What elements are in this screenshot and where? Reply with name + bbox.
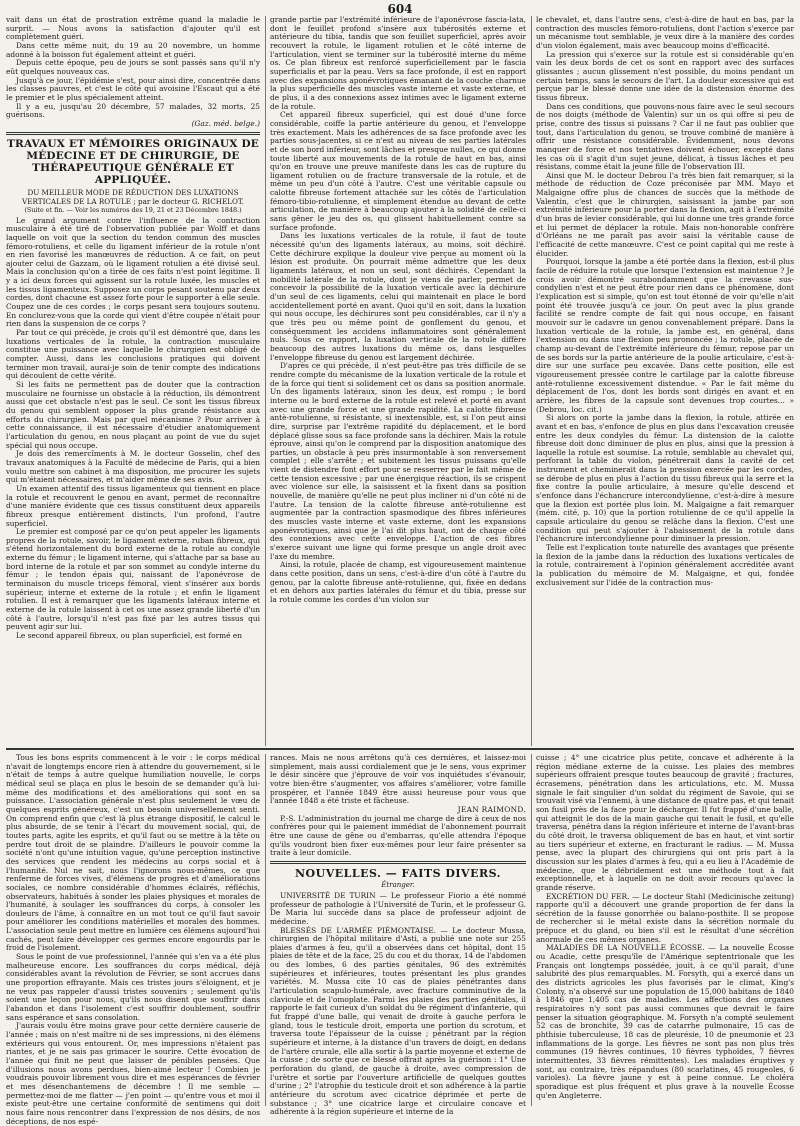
paragraph: Le grand argument contre l'influence de la contraction musculaire à été tiré de l'observation publiée par Wolff et dans laquelle on voit que la section du tendon commun des muscles fémoro-rotuliens, et celle du ligament inférieur de la rotule n'ont en rien favorisé les manœuvres de réduction. A ce fait, on peut ajouter celui de Gazzam, où le ligament rotulien a été divisé seul. Mais la conclusion qu'on a tirée de ces faits n'est point légitime. Il y a ici deux forces qui agissent sur la rotule luxée, les muscles et les tissus ligamenteux. Supposez un corps pesant soutenu par deux cordes, dont chacune est assez forte pour le supporter à elle seule. Coupez une de ces cordes ; le corps pesant sera toujours soutenu. En conclurez-vous que la corde qui vient d'être coupée n'était pour rien dans la suspension de ce corps ? [6, 215, 260, 329]
news-heading: NOUVELLES. — FAITS DIVERS. [295, 866, 501, 880]
paragraph: grande partie par l'extrémité inférieure de l'aponévrose fascia-lata, dont le feuillet profond s'insère aux tubérosités externe et antérieure du tibia, tandis que son feuillet superficiel, après avoir recouvert la rotule, le ligament rotulien et le côté interne de l'articulation, vient se terminer sur la tubérosité interne du même os. Ce plan fibreux est renforcé superficiellement par le fascia superficialis et par la peau. Vers sa face profonde, il est en rapport avec des expansions aponévrotiques émanant de la couche charnue la plus superficielle des muscles vaste interne et vaste externe, et de plus, il a des connexions assez intimes avec le ligament externe de la rotule. [270, 15, 526, 111]
paragraph: le chevalet, et, dans l'autre sens, c'est-à-dire de haut en bas, par la contraction des muscles fémoro-rotuliens, dont l'action s'exerce par un mécanisme tout semblable, je veux dire à la manière des cordes d'un violon également, mais avec beaucoup moins d'efficacité. [536, 15, 794, 50]
column-rule [531, 16, 532, 746]
paragraph: Si alors on porte la jambe dans la flexion, la rotule, attirée en avant et en bas, s'enfonce de plus en plus dans l'excavation creusée entre les deux condyles du fémur. La distension de la calotte fibreuse doit donc diminuer de plus en plus, ainsi que la pression à laquelle la rotule est soumise. La rotule, semblable au chevalet qui, perforant la table du violon, pénétrerait dans la cavité de cet instrument et cheminerait dans la pression exercée par les cordes, se dérobe de plus en plus à l'action du tissu fibreux qui la serre et la fixe contre la poulie articulaire, à mesure qu'elle descend et s'enfonce dans l'échancrure intercondylienne, c'est-à-dire à mesure que la flexion est portée plus loin. M. Malgaigne a fait remarquer (mém. cité, p. 10) que la portion rotulienne de ce qu'il appelle la capsule articulaire du genou se relâche dans la flexion. C'est une condition qui peut s'ajouter à l'abaissement de la rotule dans l'échancrure intercondylienne pour diminuer la pression. [536, 413, 794, 544]
paragraph: Dans les luxations verticales de la rotule, il faut de toute nécessité qu'un des ligaments latéraux, au moins, soit déchiré. Cette déchirure explique la douleur vive perçue au moment où la lésion est produite. On pourrait même admettre que les deux ligaments latéraux, et non un seul, sont déchirés. Cependant la mobilité latérale de la rotule, dont je viens de parler, permet de concevoir la possibilité de la luxation verticale avec la déchirure d'un seul de ces ligaments, celui qui maintenait en place le bord accidentellement porté en avant. Quoi qu'il en soit, dans la luxation qui nous occupe, les déchirures sont peu considérables, car il n'y a que très peu ou même point de gonflement du genou, et conséquemment les accidens inflammatoires sont généralement nuls. Sous ce rapport, la luxation verticale de la rotule diffère beaucoup des autres luxations du même os, dans lesquelles l'enveloppe fibreuse du genou est largement déchirée. [270, 231, 526, 362]
news-item: BLESSÉS DE L'ARMÉE PIÉMONTAISE. — Le docteur Mussa, chirurgien de l'hôpital militaire d'Asti, a publié une note sur 255 plaies d'armes à feu, qu'il a observées dans cet hôpital, dont 15 plaies de tête et de la face, 25 du cou et du thorax, 14 de l'abdomen ou des lombes, 6 des parties génitales, 96 des extrémités supérieures et inférieures, toutes présentant les plus grandes variétés. M. Mussa cite 10 cas de plaies pénétrantes dans l'articulation scapulo-humérale, avec fracture comminutive de la clavicule et de l'omoplate. Parmi les plaies des parties génitales, il rapporte le fait curieux d'un soldat du 9e régiment d'infanterie, qui fut frappé d'une balle, qui venait de droite à gauche perfora le gland, tous le testicule droit, emporta une portion du scrotum, et traversa toute l'épaisseur de la cuisse ; pénétrant par la région supérieure et interne, à la distance d'un travers de doigt, en dedans de l'artère crurale, elle alla sortir à la partie moyenne et externe de la cuisse ; de sorte que ce blessé offrait après la guérison : 1° Une perforation du gland, de gauche à droite, avec compression de l'urètre et sortie par l'ouverture artificielle de quelques gouttes d'urine ; 2° l'atrophie du testicule droit et son adhérence à la partie antérieure du scrotum avec cicatrice déprimée et perte de substance ; 3° une cicatrice large et circulaire concave et adhérente à la région supérieure et interne de la [270, 925, 526, 1117]
postscript: P.-S. L'administration du journal me charge de dire à ceux de nos confrères pour qui le paiement immédiat de l'abonnement pourrait être une cause de gêne ou d'embarras, qu'elle attendra l'époque qu'ils voudront bien fixer eux-mêmes pour leur faire présenter sa traite à leur domicile. [270, 813, 526, 858]
paragraph: Ainsi que M. le docteur Debrou l'a très bien fait remarquer, si la méthode de réduction de Coze préconisée par MM. Mayo et Malgaigne offre plus de chances de succès que la méthode de Valentin, c'est que le chirurgien, saisissant la jambe par son extrémité inférieure pour la porter dans la flexion, agit à l'extrémité d'un bras de levier considérable, qui lui donne une très grande force et lui permet de déplacer la rotule. Mais non-honorable confrère d'Orléans ne me paraît pas avoir saisi la véritable cause de l'efficacité de cette manœuvre. C'est ce point capital qui me reste à élucider. [536, 170, 794, 258]
section-divider [270, 861, 526, 864]
column-rule [531, 754, 532, 1106]
column-5 [270, 753, 526, 1117]
paragraph: Si les faits ne permettent pas de douter que la contraction musculaire ne fournisse un obstacle à la réduction, ils démontrent aussi que cet obstacle n'est pas le seul. Ce sont les tissus fibreux du genou qui semblent opposer la plus grande résistance aux efforts du chirurgien. Mais par quel mécanisme ? Pour arriver à cette connaissance, il est nécessaire d'étudier anatomiquement l'articulation du genou, en nous plaçant au point de vue du sujet spécial qui nous occupe. [6, 380, 260, 450]
paragraph: Jusqu'à ce jour, l'épidémie s'est, pour ainsi dire, concentrée dans les classes pauvres, et c'est le côté qui avoisine l'Escaut qui a été le premier et le plus spécialement atteint. [6, 75, 260, 102]
column-2 [270, 16, 526, 746]
paragraph: Tous les bons esprits commencent à le voir : le corps médical n'avait de longtemps encore rien à attendre du gouvernement, si le n'était de temps à autre quelque humiliation nouvelle, le corps médical seul se plaça en plus le besoin de se demander qu'à lui-même des modifications et des améliorations qui sont en sa puissance. L'association générale n'est plus seulement le vœu de quelques esprits généreux, c'est un besoin universellement senti. On comprend enfin que c'est là plus étrange dispositif, le calcul le plus absurde, de se tenir à l'écart du mouvement social, qui, de toutes parts, agite les esprits, et qu'il faut ou se mettre à la tête ou perdre tout droit de se plaindre. D'ailleurs le pouvoir comme la société n'ont qu'une intuition vague, qu'une perception instinctive des services que rendent les médecins au corps social et à l'humanité. Nul ne sait, nous l'ignorons nous-mêmes, ce que renferme de forces vives, d'élémens de progrès et d'améliorations sociales, ce nombre considérable d'hommes éclairés, réfléchis, observateurs, habitués à sonder les plaies physiques et morales de l'humanité, à soulager les souffrances du corps, à consoler les douleurs de l'âme, à connaître en un mot tout ce qu'il faut savoir pour améliorer les conditions matérielles et morales des hommes. L'association seule peut mettre en lumière ces élémens aujourd'hui cachés, peut faire développer ces germes encore engourdis par le froid de l'isolement. [6, 753, 260, 953]
news-item: MALADIES DE LA NOUVELLE ÉCOSSE. — La nouvelle Écosse ou Acadie, cette presqu'île de l'Amérique septentrionale que les Français ont longtemps possédée, jouit, à ce qu'il paraît, d'une salubrité des plus remarquables. M. Forsyth, qui a exercé dans un des districts agricoles les plus favorisés par le climat, King's Colonty, n'a observé sur une population de 15,000 habitans de 1840 à 1846 que 1,405 cas de maladies. Les affections des organes respiratoires n'y sont pas aussi communes que devrait le faire penser la situation géographique. M. Forsyth n'a compté seulement 52 cas de bronchite, 39 cas de catarrhe pulmonaire, 15 cas de phthisie tuberculeuse, 18 cas de pleurésie, 10 de pneumonie et 23 inflammations de la gorge. Les fièvres ne sont pas non plus très communes (19 fièvres continues, 10 fièvres typhoïdes, 7 fièvres intermittentes, 33 fièvres rémittentes). Les maladies éruptives y sont, au contraire, très répandues (80 scarlatines, 45 rougeoles, 6 varioles). La fièvre jaune y est à peine connue. Le choléra sporadique est plus fréquent et plus grave à la nouvelle Écosse qu'en Angleterre. [536, 943, 794, 1100]
page-number: 604 [387, 2, 413, 16]
column-6 [536, 754, 794, 1106]
paragraph: Pourquoi, lorsque la jambe a été portée dans la flexion, est-il plus facile de réduire la rotule que lorsque l'extension est maintenue ? Je crois avoir démontré surabondamment que la crevasse sus-condylien n'est et ne peut être pour rien dans ce phénomène, dont l'explication est si simple, qu'on est tout étonné de voir qu'elle n'ait point été trouvée jusqu'à ce jour. On peut avec la plus grande facilité se rendre compte de fait qui nous occupe, en faisant mouvoir sur le cadavre un genou convenablement préparé. Dans la luxation verticale de la rotule, la jambe est, en général, dans l'extension ou dans une flexion peu prononcée ; la rotule, placée de champ au-devant de l'extrémité inférieure du fémur, repose par un de ses bords sur la partie antérieure de la poulie articulaire, c'est-à-dire sur une surface peu excavée. Dans cette position, elle est vigoureusement pressée contre le cartilage par la calotte fibreuse antè-rotulienne excessivement distendue. « Par le fait même du déplacement de l'os, dont les bords sont dirigés en avant et en arrière, les fibres de la capsule sont devenues trop courtes... » (Debrou, loc. cit.) [536, 257, 794, 414]
news-item: UNIVERSITÉ DE TURIN — Le professeur Fiorio a été nommé professeur de pathologie à l'Université de Turin, et le professeur G. De Maria lui succède dans sa place de professeur adjoint de médecine. [270, 890, 526, 926]
news-item: EXCRÉTION DU FER. — Le docteur Stahl (Medicinische zeitung) rapporte qu'il a découvert une grande proportion de fer dans la sécrétion de la fausse gonorrhée ou balano-posthite. Il se propose de rechercher si le métal existe dans la sécrétion normale du prépuce et du gland, ou bien s'il est le résultat d'une sécrétion anormale de ces mêmes organes. [536, 891, 794, 944]
source-citation: (Gaz. méd. belge.) [191, 118, 260, 128]
paragraph: D'après ce qui précède, il n'est peut-être pas très difficile de se rendre compte du mécanisme de la luxation verticale de la rotule et de la force qui tient si solidement cet os dans sa position anormale. Un des ligaments latéraux, sinon les deux, est rompu ; le bord interne ou le bord externe de la rotule est relevé et porté en avant avec une grande force et une grande rapidité. La calotte fibreuse antè-rotulienne, si résistante, si inextensible, est, si l'on peut ainsi dire, surprise par l'extrême rapidité du déplacement, et le bord déplacé glisse sous sa face profonde sans la déchirer. Mais la rotule éprouve, ainsi qu'on le comprend par la disposition anatomique des parties, un obstacle à peu près insurmontable à son renversement complet ; elle s'arrête ; et subitement les tissus puissans qu'elle vient de distendre font effort pour se resserrer par le fait même de cette tension excessive ; par une énergique réaction, ils se crispent avec violence sur elle, la saisissent et la fixent dans sa position nouvelle, de manière qu'elle ne peut plus incliner ni d'un côté ni de l'autre. La tension de la calotte fibreuse antè-rotulienne est augmentée par la contraction spasmodique des fibres inférieures des muscles vaste interne et vaste externe, dont les expansions aponévrotiques, ainsi que je l'ai dit plus haut, ont de chaque côté des connexions avec cette enveloppe. L'action de ces fibres s'exerce suivant une ligne qui forme presque un angle droit avec l'axe du membre. [270, 361, 526, 561]
news-subheading: Étranger. [381, 880, 415, 889]
paragraph: Je dois des remercîments à M. le docteur Gosselin, chef des travaux anatomiques à la Faculté de médecine de Paris, qui a bien voulu mettre son cabinet à ma disposition, me procurer les sujets qui m'étaient nécessaires, et m'aider même de ses avis. [6, 449, 260, 485]
author-signature: JEAN RAIMOND. [457, 804, 526, 814]
paragraph: Un examen attentif des tissus ligamenteux qui tiennent en place la rotule et recouvrent le genou en avant, permet de reconnaître d'une manière évidente que ces tissus constituent deux appareils fibreux presque entièrement distincts, l'un profond, l'autre superficiel. [6, 483, 260, 528]
column-3 [536, 16, 794, 746]
paragraph: Dans ces conditions, que pouvons-nous faire avec le seul secours de nos doigts (méthode de Valentin) sur un os qui offre si peu de prise, contre des tissus si puissans ? Car il ne faut pas oublier que tout, dans l'articulation du genou, se trouve combiné de manière à offrir une résistance considérable. Évidemment, nous devons manquer de force et nos tentatives doivent échouer, excepté dans les cas où il s'agit d'un sujet jeune, délicat, à tissus lâches et peu résistans, comme était la jeune fille de l'observation III. [536, 101, 794, 172]
column-1 [6, 16, 260, 746]
paragraph: Sous le point de vue professionnel, l'année qui s'en va a été plus malheureuse encore. Les souffrances du corps médical, déjà considérables avant la révolution de Février, se sont accrues dans une proportion effrayante. Mais ces tristes jours s'éloignent, et je ne veux pas rappeler d'aussi tristes souvenirs ; seulement qu'ils soient une leçon pour nous, qu'ils nous disent que souffrir dans l'abandon et dans l'isolement c'est souffrir doublement, souffrir sans espérance et sans consolation. [6, 952, 260, 1022]
article-title: DU MEILLEUR MODE DE RÉDUCTION DES LUXATIONS VERTICALES DE LA ROTULE ; par le docteur G. RICHELOT. [22, 187, 244, 206]
column-4 [6, 753, 260, 1126]
paragraph: cuisse ; 4° une cicatrice plus petite, concave et adhérente à la région médiane externe de la cuisse. Les plaies des membres supérieurs offraient presque toutes beaucoup de gravité ; fractures, écrasemens, pénétration dans les articulations, etc. M. Mussa signale le fait singulier d'un soldat du régiment de Savoie, qui se trouvait visé via l'ennemi, à une distance de quatre pas, et qui tenait son fusil près de la face pour le décharger. Il fut frappé d'une balle, qui atteignit le dos de la main gauche qui tenait le fusil, et qu'elle traversa, pénétra dans la région inférieure et interne de l'avant-bras du côté droit, le traversa obliquement de bas en haut, et vint sortir au tiers supérieur et externe, en fracturant le radius. — M. Mussa pense, avec la plupart des chirurgiens qui ont pris part à la discussion sur les plaies d'armes à feu, qui a eu lieu à l'Académie de médecine, que le débridement est une méthode tout à fait exceptionnelle, et à laquelle on ne doit avoir recours qu'avec la grande réserve. [536, 753, 794, 892]
paragraph: J'aurais voulu être moins grave pour cette dernière causerie de l'année ; mais on n'est maître ni de ses impressions, ni des élémens extérieurs qui vous entourent. Or, mes impressions n'étaient pas riantes, et je ne sais pas grimacer le sourire. Cette évocation de l'année qui finit ne peut que laisser de pénibles pensées. Que d'illusions nous avons perdues, bien-aimé lecteur ! Combien je voudrais pouvoir librement vous dire et mes espérances de février et mes désenchantemens de décembre ! Il me semble — permettez-moi de me flatter — j'en point — qu'entre vous et moi il existe peut-être une certaine conformité de sentimens qui doit nous faire nous rencontrer dans l'expression de nos désirs, de nos déceptions, de nos espé- [6, 1021, 260, 1126]
section-divider [6, 132, 260, 135]
paragraph: Cet appareil fibreux superficiel, qui est doué d'une force considérable, coiffe la partie antérieure du genou, et l'enveloppe très exactement. Mais les adhérences de sa face profonde avec les parties sous-jacentes, si ce n'est au niveau de ses parties latérales et de son bord inférieur, sont lâches et presque nulles, ce qui donne toute liberté aux mouvements de la rotule de haut en bas, ainsi qu'on en trouve une preuve manifeste dans les cas de rupture du ligament rotulien ou de fracture transversale de la rotule, et de même un peu d'un côté à l'autre. C'est une véritable capsule ou calotte fibreuse fortement attachée sur les côtés de l'articulation fémoro-tibio-rotulienne, et simplement étendue au devant de cette articulation, de manière à beaucoup ajouter à la solidité de celle-ci sans gêner le jeu des os, qui glissent habituellement contre sa surface profonde. [270, 110, 526, 232]
paragraph: vait dans un état de prostration extrême quand la maladie le surprit. — Nous avons la satisfaction d'ajouter qu'il est complètement guéri. [6, 15, 260, 42]
article-note: (Suite et fin. — Voir les numéros des 19, 21 et 23 Décembre 1848.) [24, 205, 242, 214]
column-rule [265, 16, 266, 746]
section-heading: TRAVAUX ET MÉMOIRES ORIGINAUX DE MÉDECINE ET DE CHIRURGIE, DE THÉRAPEUTIQUE GÉNÉRALE ET APPLIQUÉE. [7, 137, 259, 186]
paragraph: La pression qui s'exerce sur la rotule est si considérable qu'en vain les deux bords de cet os sont en rapport avec des surfaces glissantes ; aucun glissement n'est possible, du moins pendant un certain temps, sans le secours de l'art. La douleur excessive qui est perçue par le blessé donne une idée de la distension énorme des tissus fibreux. [536, 49, 794, 102]
paragraph: Depuis cette époque, peu de jours se sont passés sans qu'il n'y eût quelques nouveaux cas. [6, 58, 260, 76]
horizontal-rule [6, 748, 794, 750]
paragraph: Dans cette même nuit, du 19 au 20 novembre, un homme adonné à la boisson fut également atteint et guéri. [6, 40, 260, 59]
paragraph: rances. Mais ne nous arrêtons qu'à ces dernières, et laissez-moi simplement, mais aussi cordialement que je le sens, vous exprimer le désir sincère que j'éprouve de voir vos inquiétudes s'évanouir, votre bien-être s'augmenter, vos affaires s'améliorer, votre famille prospérer, et l'année 1849 être aussi heureuse pour vous que l'année 1848 a été triste et fâcheuse. [270, 753, 526, 806]
paragraph: Telle est l'explication toute naturelle des avantages que présente la flexion de la jambe dans la réduction des luxations verticales de la rotule, contrairement à l'opinion généralement accréditée avant la publication du mémoire de M. Malgaigne, et qui, fondée exclusivement sur l'idée de la contraction mus- [536, 543, 794, 587]
column-rule [265, 754, 266, 1106]
paragraph: Il y a eu, jusqu'au 20 décembre, 57 malades, 32 morts, 25 guérisons. [6, 101, 260, 120]
paragraph: Ainsi, la rotule, placée de champ, est vigoureusement maintenue dans cette position, dans un sens, c'est-à-dire d'un côté à l'autre du genou, par la calotte fibreuse antè-rotulienne, qui, fixée en dedans et en dehors aux parties latérales du fémur et du tibia, presse sur la rotule comme les cordes d'un violon sur [270, 560, 526, 604]
paragraph: Le premier est composé par ce qu'on peut appeler les ligaments propres de la rotule, savoir, le ligament externe, ruban fibreux, qui s'étend horizontalement du bord externe de la rotule au condyle externe du fémur ; le ligament interne, qui s'attache par sa base au bord interne de la rotule et par son sommet au condyle interne du fémur ; le tendon épais qui, naissant de l'aponévrose de terminaison du muscle triceps fémoral, vient s'insérer aux bords supérieur, interne et externe de la rotule ; et enfin le ligament rotulien. Il est à remarquer que les ligaments latéraux interne et externe de la rotule laissent à cet os une assez grande liberté d'un côté à l'autre, lorsqu'il n'est pas fixé par les autres tissus qui peuvent agir sur lui. [6, 527, 260, 632]
paragraph: Le second appareil fibreux, ou plan superficiel, est formé en [16, 631, 242, 641]
paragraph: Par tout ce qui précède, je crois qu'il est démontré que, dans les luxations verticales de la rotule, la contraction musculaire constitue une puissance avec laquelle le chirurgien est obligé de compter. Aussi, dans les conclusions pratiques qui doivent terminer mon travail, aurai-je soin de tenir compte des indications qui découlent de cette vérité. [6, 328, 260, 381]
